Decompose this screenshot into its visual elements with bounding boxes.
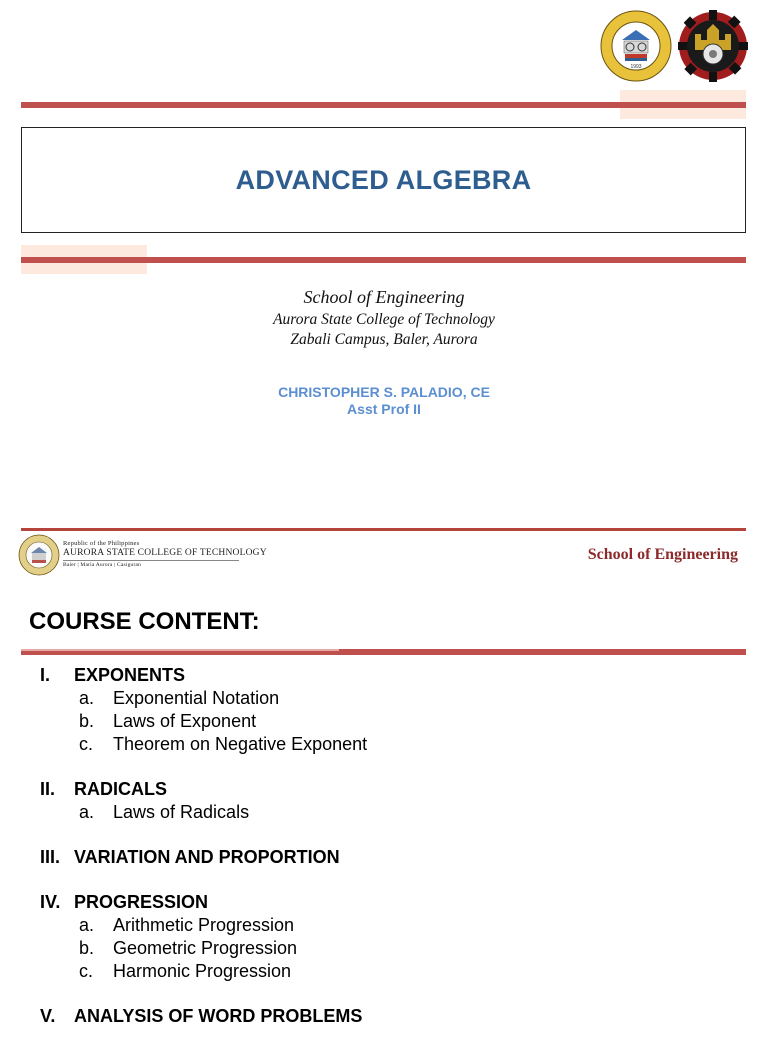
course-content-list (40, 664, 740, 1050)
course-content-heading: COURSE CONTENT: (29, 608, 260, 635)
item-text: Geometric Progression (113, 938, 298, 958)
section-title: VARIATION AND PROPORTION (74, 847, 340, 867)
author-position: Asst Prof II (347, 401, 421, 417)
slide2-top-rule (21, 528, 746, 531)
section-title: EXPONENTS (74, 665, 186, 685)
section-exponents (40, 664, 740, 756)
item-letter: c. (79, 734, 94, 754)
item-text: Laws of Exponent (113, 711, 257, 731)
section-number: V. (40, 1006, 56, 1026)
item-text: Theorem on Negative Exponent (113, 734, 368, 754)
college-name: Aurora State College of Technology (273, 311, 495, 328)
section-title: ANALYSIS OF WORD PROBLEMS (74, 1006, 363, 1026)
item-letter: b. (79, 938, 95, 958)
list-item (40, 914, 740, 937)
section-radicals (40, 778, 740, 824)
item-letter: c. (79, 961, 94, 981)
bottom-red-bar (21, 257, 746, 263)
section-title: PROGRESSION (74, 892, 209, 912)
campus-address: Zabali Campus, Baler, Aurora (290, 331, 478, 348)
header-republic: Republic of the Philippines (63, 540, 140, 547)
svg-text:1993: 1993 (630, 64, 642, 70)
slide-title: ADVANCED ALGEBRA (235, 164, 532, 195)
school-name: School of Engineering (303, 287, 465, 307)
item-text: Laws of Radicals (113, 802, 250, 822)
list-item (40, 801, 740, 824)
item-text: Exponential Notation (113, 688, 280, 708)
top-red-bar-overlay (620, 102, 746, 108)
list-item (40, 937, 740, 960)
engineering-gear-logo (678, 10, 748, 82)
header-school-name: School of Engineering (587, 546, 738, 563)
item-text: Arithmetic Progression (113, 915, 295, 935)
section-title: RADICALS (74, 779, 167, 799)
heading-bar-highlight (21, 649, 339, 651)
section-number: IV. (40, 892, 61, 912)
section-number: II. (40, 779, 56, 799)
section-number: III. (40, 847, 61, 867)
section-variation-proportion (40, 846, 740, 869)
list-item (40, 687, 740, 710)
header-campuses: Baler | Maria Aurora | Casiguran (63, 562, 142, 568)
header-seal-logo (18, 534, 60, 576)
list-item (40, 960, 740, 983)
section-progression (40, 891, 740, 983)
item-letter: b. (79, 711, 95, 731)
section-word-problems (40, 1005, 740, 1028)
item-text: Harmonic Progression (113, 961, 292, 981)
list-item (40, 710, 740, 733)
title-box (21, 127, 746, 233)
item-letter: a. (79, 802, 95, 822)
list-item (40, 733, 740, 756)
author-name: CHRISTOPHER S. PALADIO, CE (278, 384, 490, 400)
item-letter: a. (79, 688, 95, 708)
header-college: AURORA STATE COLLEGE OF TECHNOLOGY (63, 548, 267, 558)
section-number: I. (40, 665, 51, 685)
astc-seal-logo (600, 10, 672, 82)
item-letter: a. (79, 915, 95, 935)
header-divider (63, 560, 239, 561)
